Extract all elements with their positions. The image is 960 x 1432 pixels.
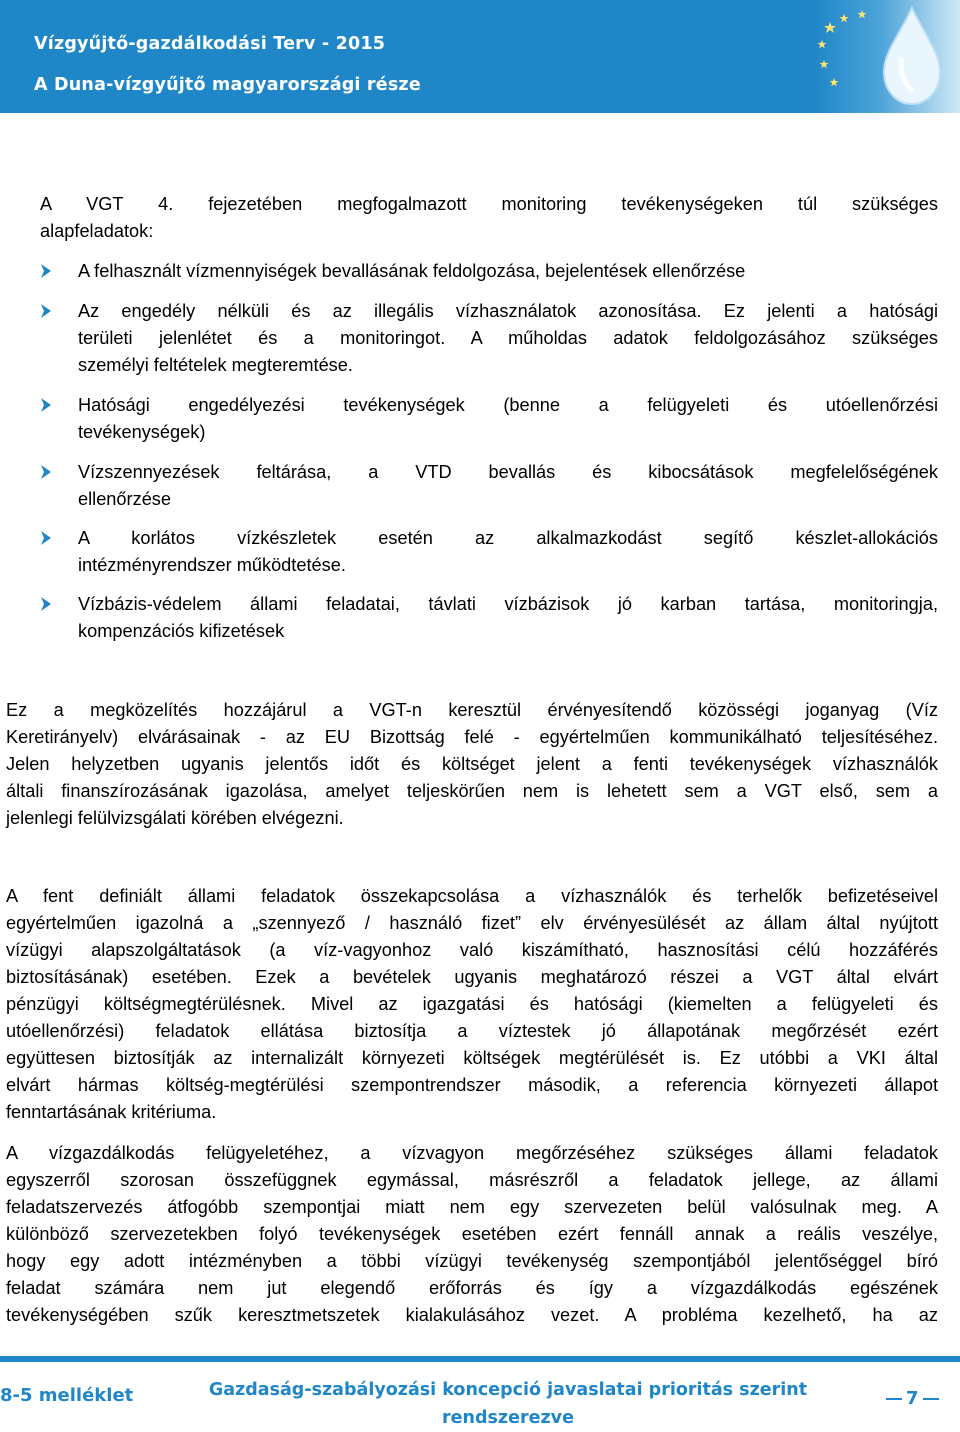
header-title: Vízgyűjtő-gazdálkodási Terv - 2015 xyxy=(34,34,386,54)
paragraph-line: tevékenységében szűk keresztmetszetek kialakulásához vezet. A probléma kezelhető, ha az xyxy=(6,1305,938,1325)
page-number xyxy=(882,1388,943,1409)
paragraph-line: vízügyi alapszolgáltatások (a víz-vagyonhoz való kiszámítható, hasznosítási célú hozzáférés xyxy=(6,940,938,960)
bullet-item xyxy=(78,525,938,579)
paragraph-line: Ez a megközelítés hozzájárul a VGT-n keresztül érvényesítendő közösségi joganyag (Víz xyxy=(6,700,938,720)
header-subtitle: A Duna-vízgyűjtő magyarországi része xyxy=(34,75,421,95)
bullet-line: ellenőrzése xyxy=(78,489,172,509)
paragraph-line: együttesen biztosítják az internalizált környezeti költségek megtérülését is. Ez utóbbi a VKI által xyxy=(6,1048,938,1068)
bullet-arrow-icon xyxy=(40,530,52,546)
bullet-line: személyi feltételek megteremtése. xyxy=(78,355,353,375)
body-paragraph xyxy=(6,697,938,832)
paragraph-line: Keretirányelv) elvárásainak - az EU Bizottság felé - egyértelműen kommunikálható teljesítéséhez. xyxy=(6,727,938,747)
paragraph-line: fenntartásának kritériuma. xyxy=(6,1102,217,1122)
intro-line: alapfeladatok: xyxy=(40,221,154,241)
paragraph-line: jelenlegi felülvizsgálati körében elvégezni. xyxy=(6,808,344,828)
bullet-line: intézményrendszer működtetése. xyxy=(78,555,346,575)
bullet-line: A felhasznált vízmennyiségek bevallásának feldolgozása, bejelentések ellenőrzése xyxy=(78,261,746,281)
paragraph-line: feladatszervezés átfogóbb szempontjai miatt nem egy szervezeten belül valósulnak meg. A xyxy=(6,1197,938,1217)
paragraph-line: utóellenőrzési) feladatok ellátása biztosítja a víztestek jó állapotának megőrzését ezért xyxy=(6,1021,938,1041)
paragraph-line: egyértelműen igazolná a „szennyező / használó fizet” elv érvényesülését az állam által nyújtott xyxy=(6,913,938,933)
paragraph-line: A vízgazdálkodás felügyeletéhez, a vízvagyon megőrzéséhez szükséges állami feladatok xyxy=(6,1143,938,1163)
bullet-arrow-icon xyxy=(40,263,52,279)
bullet-item xyxy=(78,392,938,446)
intro-paragraph xyxy=(40,191,938,245)
paragraph-line: egyszerről szorosan összefüggnek egymással, másrészről a feladatok jellege, az állami xyxy=(6,1170,938,1190)
bullet-item xyxy=(78,258,938,285)
footer-title-line: rendszerezve xyxy=(442,1408,574,1428)
body-paragraph xyxy=(6,883,938,1126)
bullet-line: Hatósági engedélyezési tevékenységek (benne a felügyeleti és utóellenőrzési xyxy=(78,395,938,415)
bullet-item xyxy=(78,591,938,645)
bullet-arrow-icon xyxy=(40,464,52,480)
bullet-line: A korlátos vízkészletek esetén az alkalmazkodást segítő készlet-allokációs xyxy=(78,528,938,548)
body-paragraph xyxy=(6,1140,938,1329)
footer-annex-label: 8-5 melléklet xyxy=(0,1385,134,1406)
paragraph-line: különböző szervezetekben folyó tevékenységek esetében ezért fennáll annak a reális veszélye, xyxy=(6,1224,938,1244)
bullet-arrow-icon xyxy=(40,303,52,319)
paragraph-line: elvárt hármas költség-megtérülési szempontrendszer második, a referencia környezeti állapot xyxy=(6,1075,938,1095)
intro-line: A VGT 4. fejezetében megfogalmazott monitoring tevékenységeken túl szükséges xyxy=(40,194,938,214)
dash-decoration xyxy=(923,1398,939,1400)
bullet-line: kompenzációs kifizetések xyxy=(78,621,285,641)
paragraph-line: feladat számára nem jut elegendő erőforrás és így a vízgazdálkodás egészének xyxy=(6,1278,938,1298)
water-drop-eu-stars-logo xyxy=(812,0,960,113)
footer-divider xyxy=(0,1356,960,1362)
document-header xyxy=(0,0,960,113)
bullet-line: tevékenységek) xyxy=(78,422,206,442)
paragraph-line: biztosításának) esetében. Ezek a bevételek ugyanis meghatározó részei a VGT által elvárt xyxy=(6,967,938,987)
paragraph-line: hogy egy adott intézményben a többi vízügyi tevékenység szempontjából jelentőséggel bíró xyxy=(6,1251,938,1271)
paragraph-line: A fent definiált állami feladatok összekapcsolása a vízhasználók és terhelők befizetéseivel xyxy=(6,886,938,906)
bullet-arrow-icon xyxy=(40,596,52,612)
footer-title-line: Gazdaság-szabályozási koncepció javaslatai prioritás szerint xyxy=(208,1380,808,1400)
bullet-line: Vízszennyezések feltárása, a VTD bevallás és kibocsátások megfelelőségének xyxy=(78,462,938,482)
bullet-line: területi jelenlétet és a monitoringot. A műholdas adatok feldolgozásához szükséges xyxy=(78,328,938,348)
bullet-item xyxy=(78,298,938,379)
paragraph-line: Jelen helyzetben ugyanis jelentős időt és költséget jelent a fenti tevékenységek vízhasználók xyxy=(6,754,938,774)
bullet-line: Az engedély nélküli és az illegális vízhasználatok azonosítása. Ez jelenti a hatósági xyxy=(78,301,938,321)
paragraph-line: pénzügyi költségmegtérülésnek. Mivel az igazgatási és hatósági (kiemelten a felügyeleti és xyxy=(6,994,938,1014)
bullet-item xyxy=(78,459,938,513)
dash-decoration xyxy=(886,1398,902,1400)
page-number-value: 7 xyxy=(906,1388,919,1409)
footer-document-title xyxy=(168,1376,848,1432)
bullet-arrow-icon xyxy=(40,397,52,413)
paragraph-line: általi finanszírozásának igazolása, amelyet teljeskörűen nem is lehetett sem a VGT első, sem a xyxy=(6,781,938,801)
bullet-line: Vízbázis-védelem állami feladatai, távlati vízbázisok jó karban tartása, monitoringja, xyxy=(78,594,938,614)
